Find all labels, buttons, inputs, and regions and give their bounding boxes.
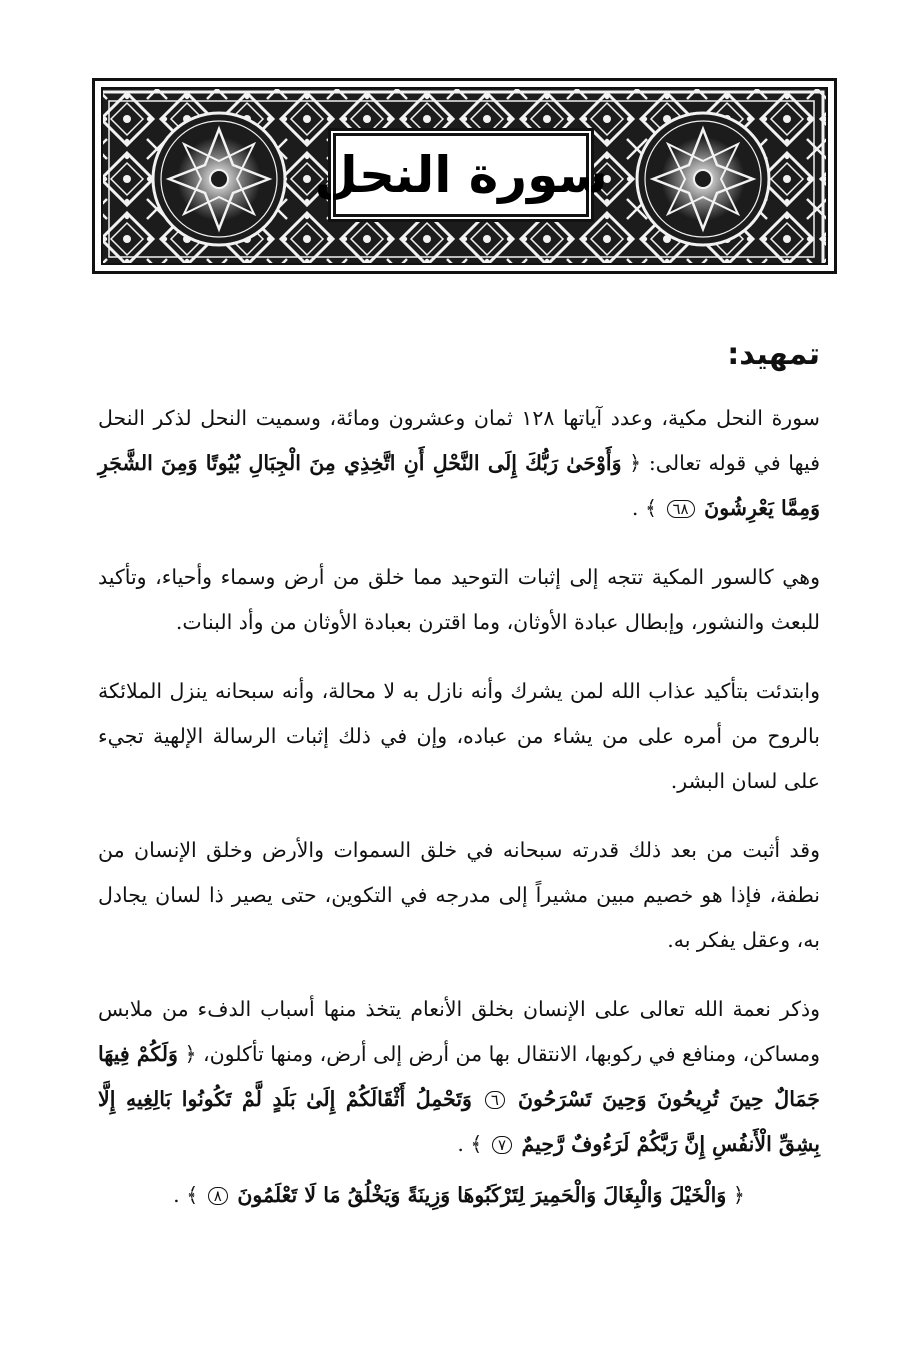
paragraph-4: وقد أثبت من بعد ذلك قدرته سبحانه في خلق السموات والأرض وخلق الإنسان من نطفة، فإذا هو خصيم مبين مشيراً إلى مدرجه في التكوين، حتى يصير ذا لسان يجادل به، وعقل يفكر به. bbox=[98, 838, 820, 952]
paragraph-1-text: سورة النحل مكية، وعدد آياتها ١٢٨ ثمان وعشرون ومائة، وسميت النحل لذكر النحل فيها في قوله تعالى: bbox=[98, 406, 820, 475]
paragraph-end: . bbox=[457, 1132, 464, 1156]
intro-section bbox=[98, 337, 820, 1218]
quran-verse: وَلَكُمْ فِيهَا جَمَالٌ حِينَ تُرِيحُونَ وَحِينَ تَسْرَحُونَ bbox=[98, 1042, 820, 1111]
quran-bracket-close: ﴾ bbox=[186, 1183, 199, 1207]
intro-heading: تمهيد: bbox=[727, 337, 820, 372]
quran-verse: وَأَوْحَىٰ رَبُّكَ إِلَى النَّحْلِ أَنِ اتَّخِذِي مِنَ الْجِبَالِ بُيُوتًا وَمِنَ الشَّجَرِ وَمِمَّا يَعْرِشُونَ bbox=[98, 451, 820, 520]
paragraph-6 bbox=[98, 1173, 820, 1218]
paragraph-5-text: وذكر نعمة الله تعالى على الإنسان بخلق الأنعام يتخذ منها أسباب الدفء من ملابس ومساكن، ومنافع في ركوبها، الانتقال بها من أرض إلى أرض، ومنها تأكلون، bbox=[98, 997, 820, 1066]
verse-number: ٦٨ bbox=[667, 500, 695, 518]
quran-bracket-close: ﴾ bbox=[470, 1132, 483, 1156]
surah-title-panel bbox=[314, 133, 608, 217]
quran-verse: وَالْخَيْلَ وَالْبِغَالَ وَالْحَمِيرَ لِتَرْكَبُوهَا وَزِينَةً وَيَخْلُقُ مَا لَا تَعْلَمُونَ bbox=[237, 1183, 727, 1207]
quran-verse: وَتَحْمِلُ أَثْقَالَكُمْ إِلَىٰ بَلَدٍ لَّمْ تَكُونُوا بَالِغِيهِ إِلَّا بِشِقِّ الْأَنفُسِ إِنَّ رَبَّكُمْ لَرَءُوفٌ رَّحِيمٌ bbox=[98, 1087, 820, 1156]
verse-number: ٦ bbox=[485, 1091, 505, 1109]
paragraph-1 bbox=[98, 396, 820, 531]
paragraph-end: . bbox=[173, 1183, 180, 1207]
verse-number: ٨ bbox=[208, 1187, 228, 1205]
verse-number: ٧ bbox=[492, 1136, 512, 1154]
quran-bracket-close: ﴾ bbox=[644, 496, 657, 520]
paragraph-5 bbox=[98, 987, 820, 1167]
quran-bracket-open: ﴿ bbox=[184, 1042, 197, 1066]
ornamental-header bbox=[92, 78, 837, 274]
surah-title: سورة النحل bbox=[314, 146, 608, 204]
paragraph-2: وهي كالسور المكية تتجه إلى إثبات التوحيد مما خلق من أرض وسماء وأحياء، وتأكيد للبعث والنشور، وإبطال عبادة الأوثان، وما اقترن بعبادة الأوثان من وأد البنات. bbox=[98, 565, 820, 634]
quran-bracket-open: ﴿ bbox=[732, 1183, 745, 1207]
paragraph-end: . bbox=[631, 496, 639, 520]
quran-bracket-open: ﴿ bbox=[629, 451, 642, 475]
paragraph-3: وابتدئت بتأكيد عذاب الله لمن يشرك وأنه نازل به لا محالة، وأنه سبحانه ينزل الملائكة بالروح من أمره على من يشاء من عباده، وإن في ذلك إثبات الرسالة الإلهية تجيء على لسان البشر. bbox=[98, 679, 820, 793]
